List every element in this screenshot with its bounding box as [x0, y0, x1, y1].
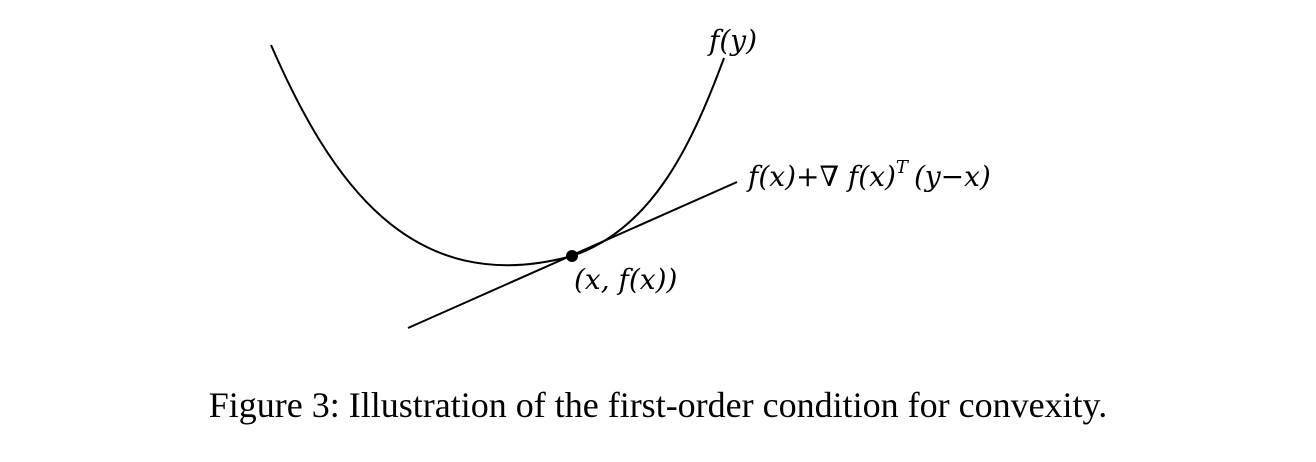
tangent-label: [746, 157, 991, 193]
tangent-label-suffix: (y−x): [913, 160, 991, 193]
convex-curve: [271, 45, 724, 265]
tangent-label-superscript: T: [895, 157, 908, 178]
figure-caption: Figure 3: Illustration of the first-order condition for convexity.: [208, 385, 1108, 425]
curve-label: f(y): [709, 24, 758, 57]
tangent-label-prefix: f(x)+∇ f(x): [748, 160, 896, 193]
point-label: (x, f(x)): [574, 263, 678, 296]
tangent-point: [566, 250, 578, 262]
